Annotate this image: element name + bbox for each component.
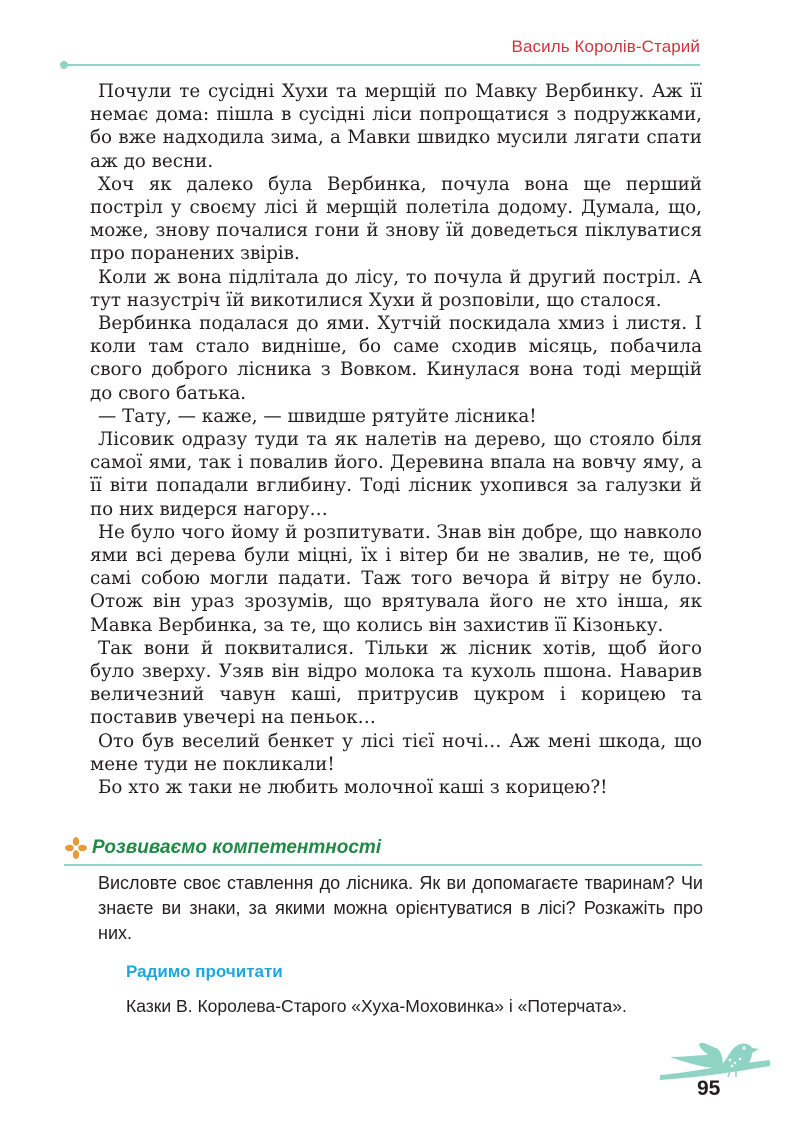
story-paragraph: Так вони й поквиталися. Тільки ж лісник хотів, щоб його було зверху. Узяв він відро молока та кухоль пшона. Наварив величезний чавун каші, притрусив цукром і корицею та поставив увечері на пеньок… [90, 637, 702, 729]
story-paragraph: Коли ж вона підлітала до лісу, то почула й другий постріл. А тут назустріч їй викотилися Хухи й розповіли, що сталося. [90, 266, 702, 311]
story-text [90, 80, 702, 799]
recommend-title: Радимо прочитати [126, 962, 283, 981]
running-header-author: Василь Королів-Старий [511, 37, 700, 56]
competence-title: Розвиваємо компетентності [92, 837, 382, 858]
header-rule [64, 64, 700, 66]
story-paragraph: Не було чого йому й розпитувати. Знав він добре, що навколо ями всі дерева були міцні, їх і вітер би не звалив, не те, щоб самі собою могли падати. Таж того вечора й вітру не було. Отож він ураз зрозумів, що врятувала його не хто інша, як Мавка Вербинка, за те, що колись він захистив її Кізоньку. [90, 521, 702, 636]
competence-rule [64, 864, 702, 866]
page-number: 95 [697, 1077, 721, 1100]
story-paragraph: Лісовик одразу туди та як налетів на дерево, що стояло біля самої ями, так і повалив його. Деревина впала на вовчу яму, а її віти попадали вглибину. Тоді лісник ухопився за галузки й по них видерся нагору… [90, 429, 702, 520]
story-paragraph: — Тату, — каже, — швидше рятуйте лісника! [98, 405, 537, 427]
competence-heading [64, 835, 381, 861]
flower-bullet-icon [64, 836, 88, 860]
recommend-text: Казки В. Королева-Старого «Хуха-Моховинка» і «Потерчата». [126, 996, 627, 1016]
story-paragraph: Хоч як далеко була Вербинка, почула вона ще перший постріл у своєму лісі й мерщій полетіла додому. Думала, що, може, знову почалися гони й знову їй доведеться піклуватися про поранених звірів. [90, 173, 702, 265]
story-paragraph: Ото був веселий бенкет у лісі тієї ночі… Аж мені шкода, що мене туди не покликали! [90, 730, 702, 775]
story-paragraph: Бо хто ж таки не любить молочної каші з корицею?! [98, 777, 608, 799]
story-paragraph: Почули те сусідні Хухи та мерщій по Мавку Вербинку. Аж її немає дома: пішла в сусідні ліси попрощатися з подружками, бо вже надходила зима, а Мавки швидко мусили лягати спати аж до весни. [90, 81, 702, 172]
header-rule-dot [60, 61, 68, 69]
competence-task: Висловте своє ставлення до лісника. Як ви допомагаєте тваринам? Чи знаєте ви знаки, за якими можна орієнтуватися в лісі? Розкажіть про них. [98, 873, 703, 943]
story-paragraph: Вербинка подалася до ями. Хутчій поскидала хмиз і листя. І коли там стало видніше, бо саме сходив місяць, побачила свого доброго лісника з Вовком. Кинулася вона тоді мерщій до свого батька. [90, 313, 702, 404]
